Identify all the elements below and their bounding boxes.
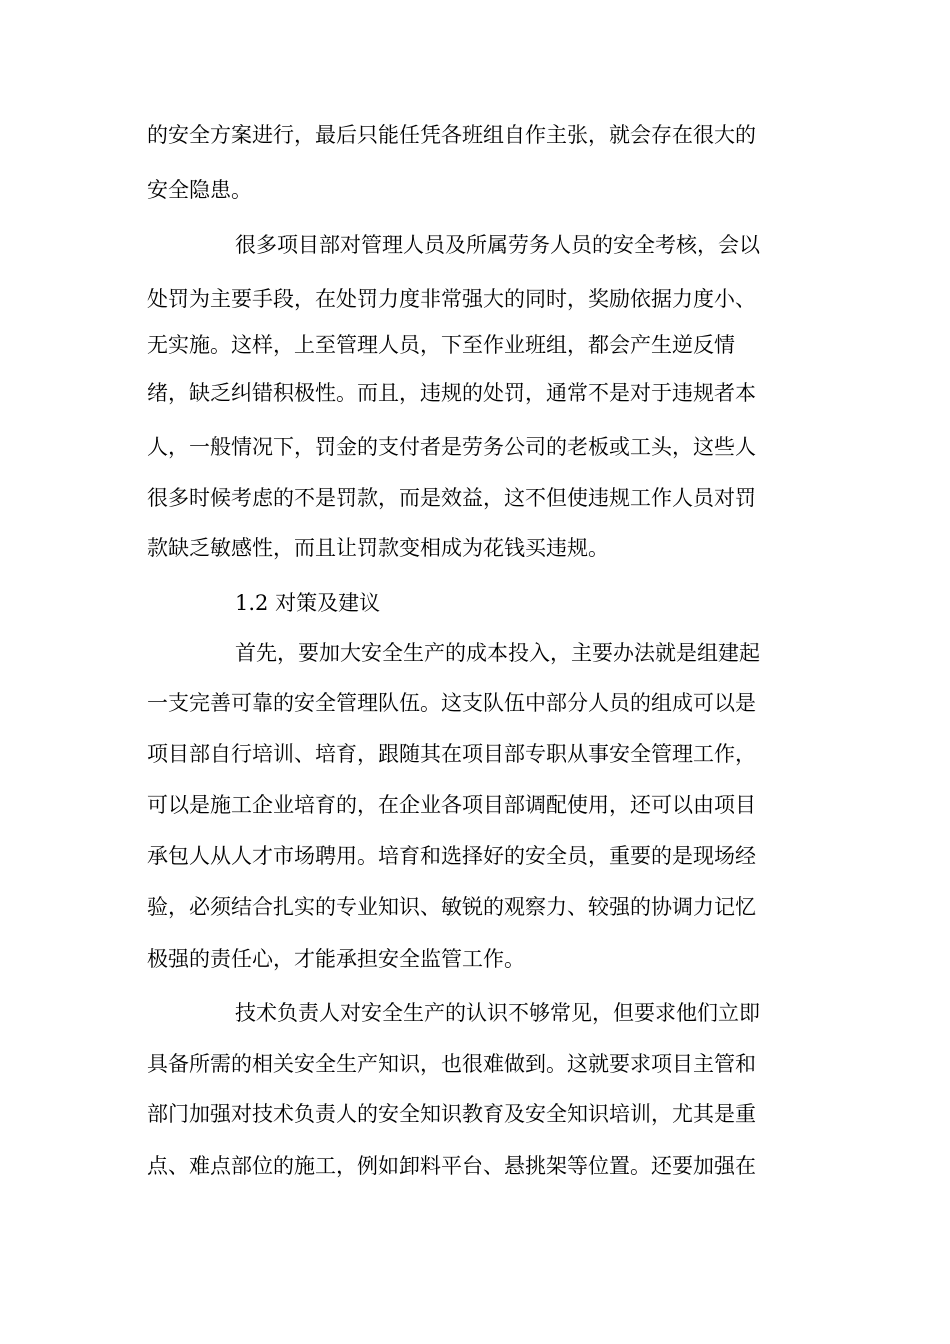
paragraph-line: 处罚为主要手段，在处罚力度非常强大的同时，奖励依据力度小、	[147, 287, 756, 311]
paragraph-line: 承包人从人才市场聘用。培育和选择好的安全员，重要的是现场经	[147, 844, 756, 868]
paragraph-line: 绪，缺乏纠错积极性。而且，违规的处罚，通常不是对于违规者本	[147, 381, 756, 405]
section-heading: 1.2 对策及建议	[235, 591, 381, 615]
paragraph-line: 的安全方案进行，最后只能任凭各班组自作主张，就会存在很大的	[147, 123, 756, 147]
paragraph-line: 极强的责任心，才能承担安全监管工作。	[147, 947, 525, 971]
paragraph-line: 点、难点部位的施工，例如卸料平台、悬挑架等位置。还要加强在	[147, 1154, 756, 1178]
paragraph-line: 可以是施工企业培育的，在企业各项目部调配使用，还可以由项目	[147, 793, 756, 817]
paragraph-line: 具备所需的相关安全生产知识，也很难做到。这就要求项目主管和	[147, 1052, 756, 1076]
paragraph-line: 验，必须结合扎实的专业知识、敏锐的观察力、较强的协调力记忆	[147, 895, 756, 919]
paragraph-line: 技术负责人对安全生产的认识不够常见，但要求他们立即	[235, 1001, 760, 1025]
paragraph-line: 一支完善可靠的安全管理队伍。这支队伍中部分人员的组成可以是	[147, 691, 756, 715]
paragraph-line: 安全隐患。	[147, 178, 252, 202]
paragraph-line: 部门加强对技术负责人的安全知识教育及安全知识培训，尤其是重	[147, 1102, 756, 1126]
paragraph-line: 首先，要加大安全生产的成本投入，主要办法就是组建起	[235, 641, 760, 665]
paragraph-line: 很多时候考虑的不是罚款，而是效益，这不但使违规工作人员对罚	[147, 486, 756, 510]
paragraph-line: 款缺乏敏感性，而且让罚款变相成为花钱买违规。	[147, 536, 609, 560]
paragraph-line: 项目部自行培训、培育，跟随其在项目部专职从事安全管理工作，	[147, 742, 756, 766]
paragraph-line: 无实施。这样，上至管理人员，下至作业班组，都会产生逆反情	[147, 333, 735, 357]
paragraph-line: 很多项目部对管理人员及所属劳务人员的安全考核，会以	[235, 233, 760, 257]
paragraph-line: 人，一般情况下，罚金的支付者是劳务公司的老板或工头，这些人	[147, 435, 756, 459]
